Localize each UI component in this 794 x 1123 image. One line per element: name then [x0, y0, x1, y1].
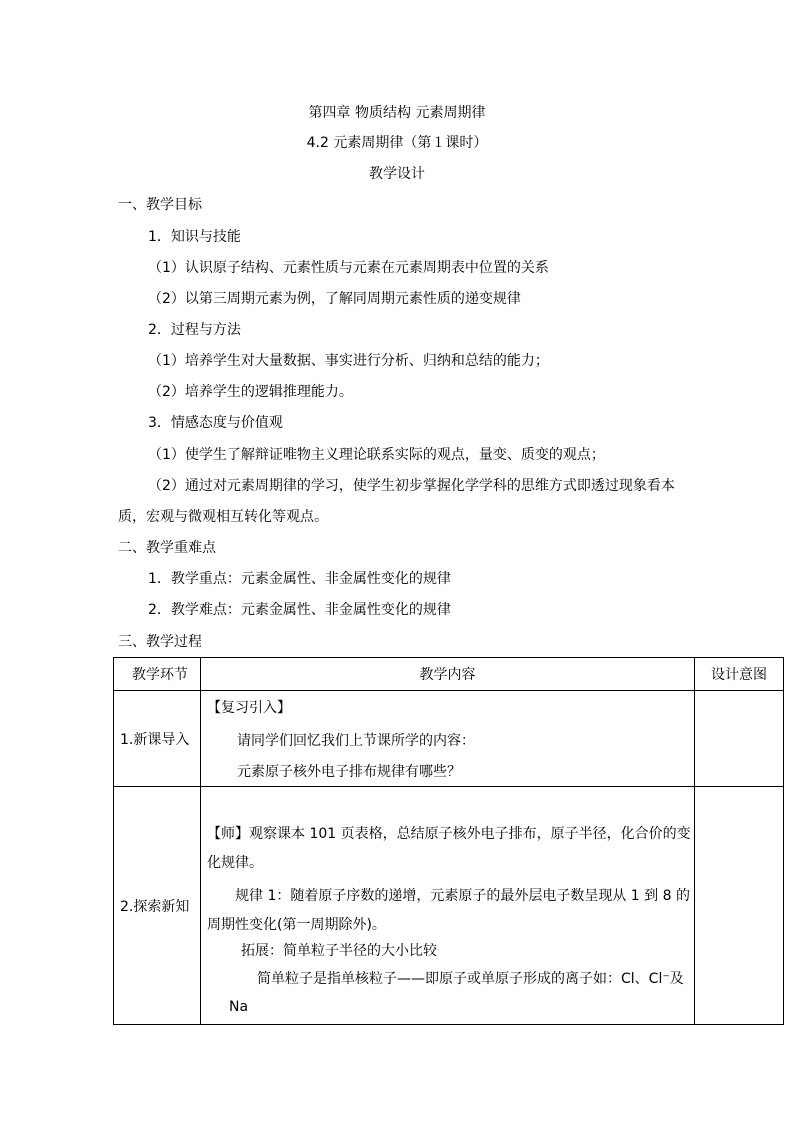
knowledge-item-2: （2）以第三周期元素为例，了解同周期元素性质的递变规律	[148, 291, 521, 307]
knowledge-skills-heading: 1．知识与技能	[148, 229, 241, 245]
process-item-2: （2）培养学生的逻辑推理能力。	[148, 384, 353, 400]
document-title: 教学设计	[369, 166, 425, 182]
stage-cell: 2.探索新知	[114, 787, 201, 1025]
intent-cell	[695, 787, 784, 1025]
content-cell	[201, 691, 695, 787]
content-line: 请同学们回忆我们上节课所学的内容：	[237, 733, 475, 749]
content-line: 周期性变化(第一周期除外)。	[207, 917, 386, 933]
attitude-item-1: （1）使学生了解辩证唯物主义理论联系实际的观点，量变、质变的观点；	[148, 447, 605, 463]
table-header-row	[114, 658, 784, 691]
process-method-heading: 2．过程与方法	[148, 322, 241, 338]
column-header-stage: 教学环节	[114, 658, 201, 691]
table-row	[114, 691, 784, 787]
content-line: Na	[229, 999, 249, 1015]
content-line: 元素原子核外电子排布规律有哪些？	[237, 764, 461, 780]
lesson-title: 4.2 元素周期律（第１课时）	[306, 135, 488, 151]
stage-cell: 1.新课导入	[114, 691, 201, 787]
column-header-content: 教学内容	[201, 658, 695, 691]
section-objectives-heading: 一、教学目标	[118, 197, 202, 213]
section-process-heading: 三、教学过程	[118, 634, 202, 650]
attitude-item-2-line-2: 质，宏观与微观相互转化等观点。	[118, 509, 328, 525]
content-cell	[201, 787, 695, 1025]
content-line: 规律 1：随着原子序数的递增，元素原子的最外层电子数呈现从 1 到 8 的	[235, 888, 690, 904]
table-row	[114, 787, 784, 1025]
content-tag: 【复习引入】	[207, 700, 291, 716]
content-line: 拓展：简单粒子半径的大小比较	[241, 943, 437, 959]
attitude-item-2-line-1: （2）通过对元素周期律的学习，使学生初步掌握化学学科的思维方式即透过现象看本	[148, 478, 675, 494]
teaching-process-table	[113, 657, 784, 1025]
section-keypoints-heading: 二、教学重难点	[118, 540, 216, 556]
teaching-focus: 1．教学重点：元素金属性、非金属性变化的规律	[148, 571, 451, 587]
content-line: 简单粒子是指单核粒子——即原子或单原子形成的离子如：Cl、Cl⁻及	[257, 971, 684, 987]
column-header-intent: 设计意图	[695, 658, 784, 691]
content-line: 【师】观察课本 101 页表格，总结原子核外电子排布，原子半径，化合价的变	[207, 826, 691, 842]
attitude-values-heading: 3．情感态度与价值观	[148, 415, 283, 431]
chapter-title: 第四章 物质结构 元素周期律	[308, 105, 486, 121]
teaching-difficulty: 2．教学难点：元素金属性、非金属性变化的规律	[148, 602, 451, 618]
content-line: 化规律。	[207, 855, 263, 871]
intent-cell	[695, 691, 784, 787]
process-item-1: （1）培养学生对大量数据、事实进行分析、归纳和总结的能力；	[148, 353, 549, 369]
knowledge-item-1: （1）认识原子结构、元素性质与元素在元素周期表中位置的关系	[148, 260, 549, 276]
